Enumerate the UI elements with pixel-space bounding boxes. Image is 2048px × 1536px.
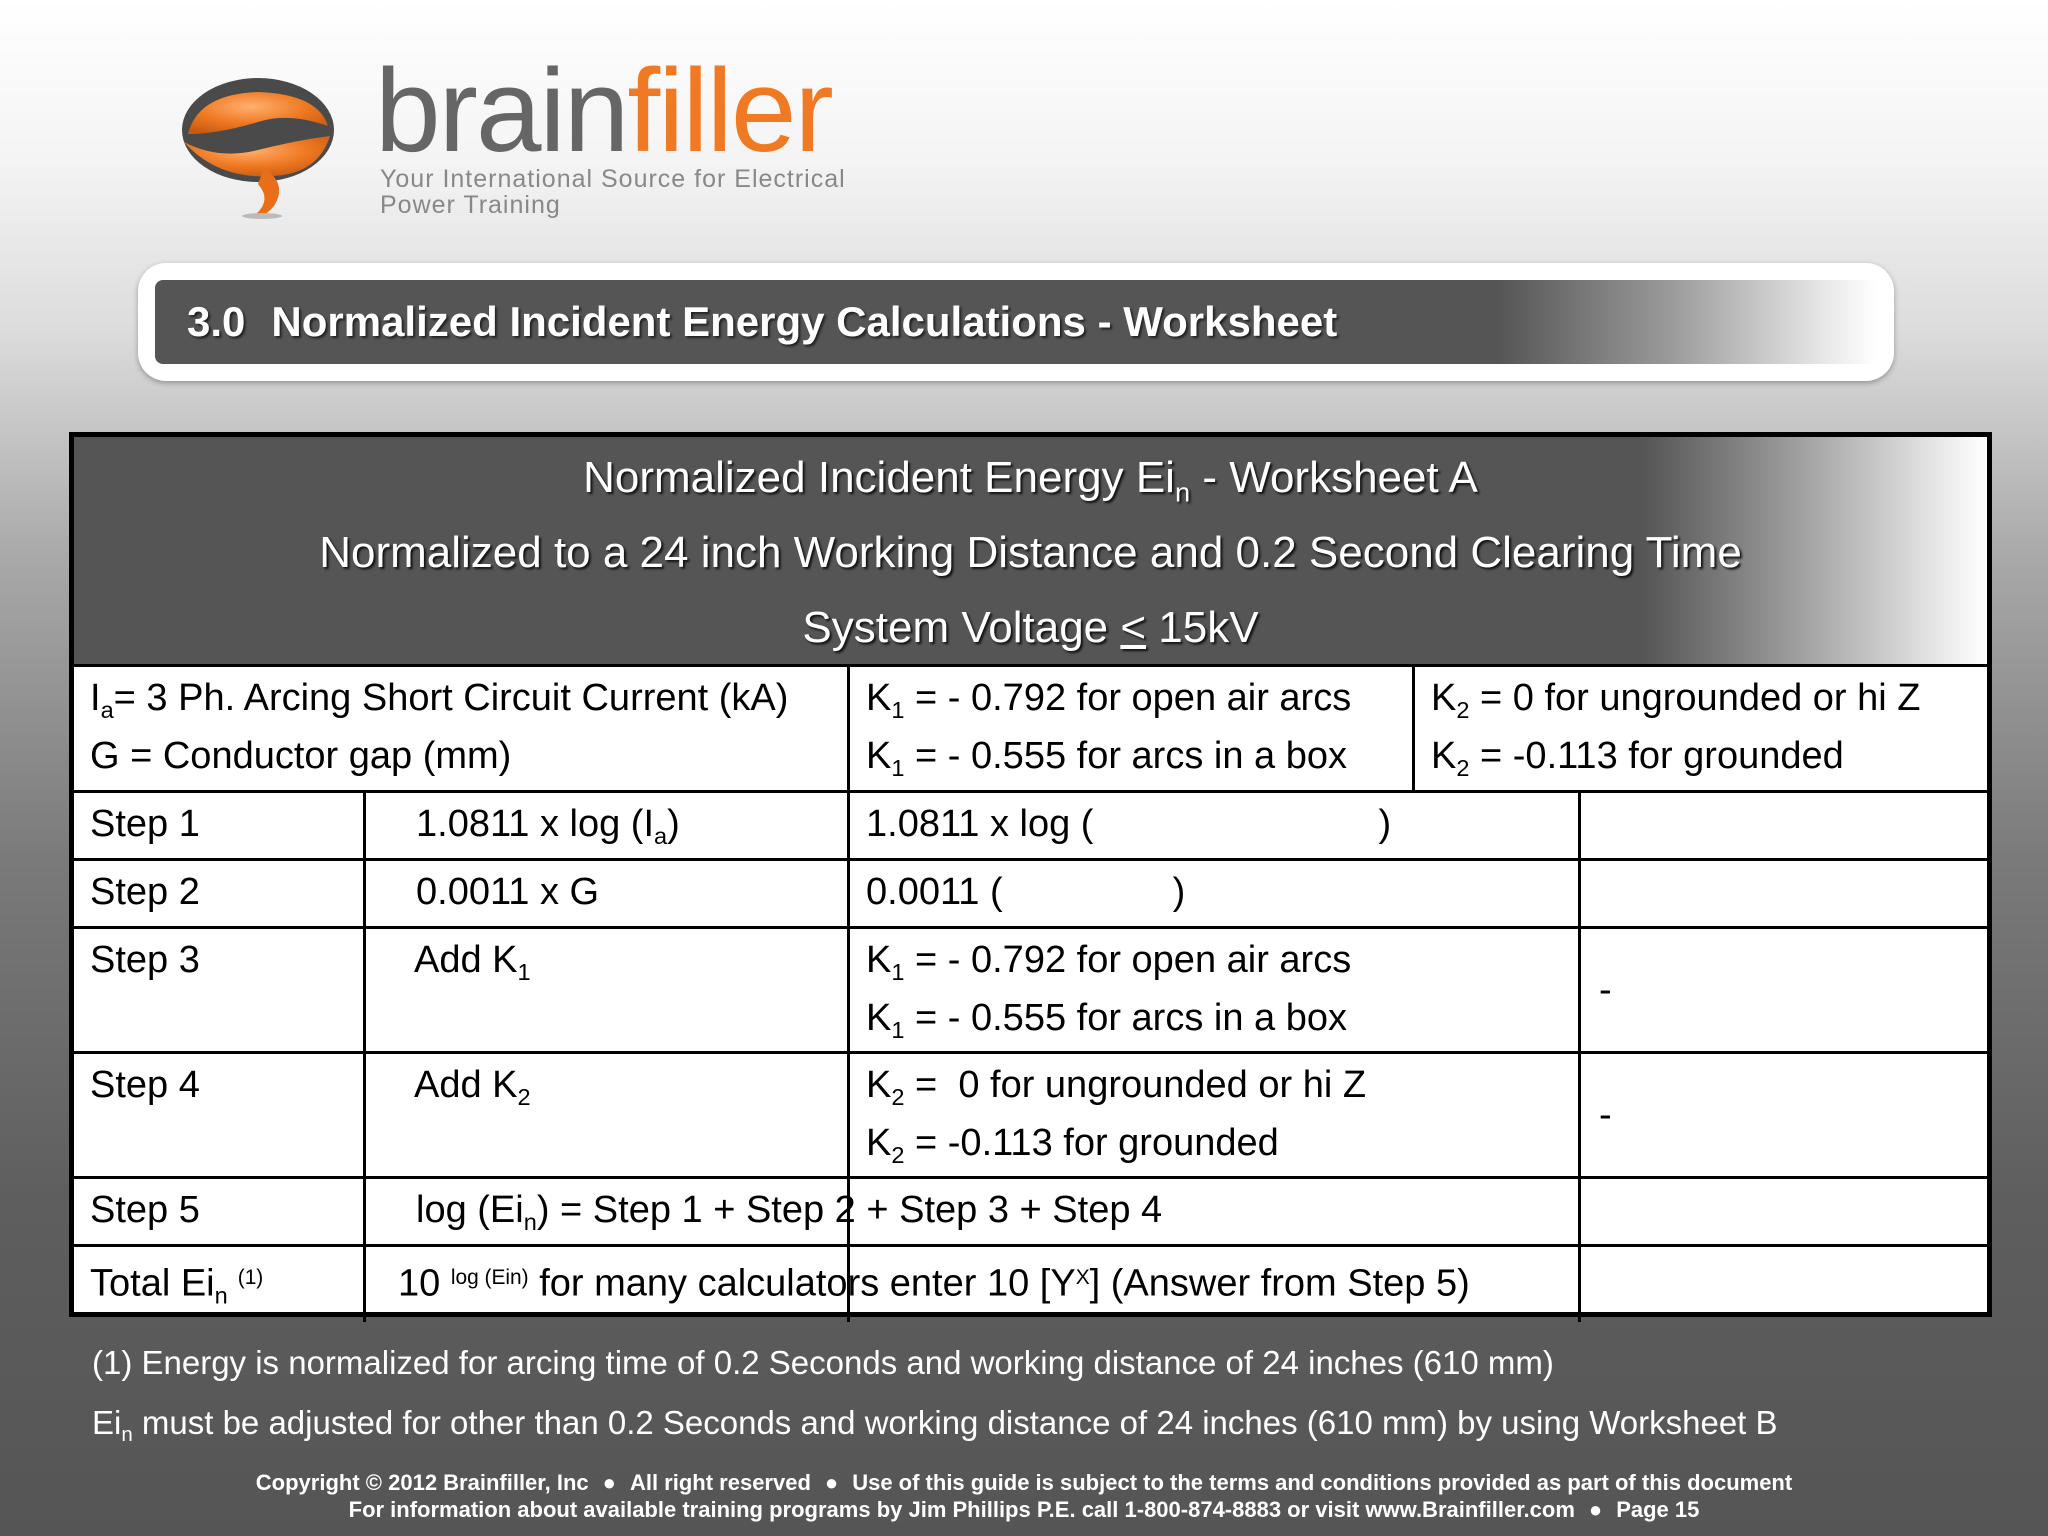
total-label-pre: Total Ei [90,1262,215,1305]
total-label-sub: n [214,1282,228,1309]
step1-label [74,795,363,853]
k-sub: 1 [891,697,905,724]
step3-label [74,931,363,989]
step2-formula [366,863,847,921]
step4-option2: = -0.113 for grounded [904,1122,1279,1164]
ia-definition [90,669,847,727]
footer-line-2 [0,1497,2048,1523]
footnote-2-sub: n [121,1423,133,1447]
step5-label [74,1181,363,1239]
worksheet-title-sub: n [1174,476,1191,508]
section-title-bar [155,280,1877,364]
footnote-1: (1) Energy is normalized for arcing time of 0.2 Seconds and working distance of 24 inches (610 mm) [92,1344,1554,1381]
definitions-cell-k1 [850,669,1412,785]
k1-open-definition [866,669,1412,727]
step2-entry-close: ) [1172,871,1186,913]
k-symbol: K [1431,735,1457,777]
bullet-icon: ● [1588,1497,1603,1522]
step3-formula-text: Add K [414,939,518,981]
voltage-prefix: System Voltage [802,603,1121,652]
footer-info[interactable]: For information about available training programs by Jim Phillips P.E. call 1-800-874-8883 or visit www.Brainfiller.com [348,1497,1575,1522]
step4-option1: = 0 for ungrounded or hi Z [904,1064,1367,1106]
k-sub: 2 [891,1084,905,1111]
total-text-sup: X [1075,1266,1090,1289]
step3-option1: = - 0.792 for open air arcs [904,939,1352,981]
section-number: 3.0 [187,298,246,345]
k2-grounded-definition [1431,727,1987,785]
k-symbol: K [1431,677,1457,719]
total-label [74,1249,363,1307]
worksheet-subtitle: Normalized to a 24 inch Working Distance and 0.2 Second Clearing Time [319,528,1742,577]
brand-name [375,45,832,177]
k1-box-definition [866,727,1412,785]
step2-label [74,863,363,921]
g-definition: G = Conductor gap (mm) [90,735,512,777]
worksheet-header [74,437,1987,667]
k-symbol: K [866,677,892,719]
bullet-icon: ● [602,1470,616,1495]
k-sub: 2 [1456,755,1470,782]
step3-label-text: Step 3 [90,939,200,981]
step1-entry-text: 1.0811 x log ( [866,803,1094,845]
brand-name-part2: filler [627,45,832,177]
step1-entry [850,795,1578,853]
footer-terms: Use of this guide is subject to the terms and conditions provided as part of this document [852,1470,1793,1495]
ia-text: = 3 Ph. Arcing Short Circuit Current (kA) [113,677,789,719]
step1-entry-close: ) [1378,803,1392,845]
footer-rights: All right reserved [629,1470,811,1495]
total-formula [366,1249,1578,1307]
step5-result[interactable] [1581,1179,1987,1244]
ia-symbol: I [90,677,101,719]
step3-options [850,931,1578,1047]
k-sub: 1 [891,1017,905,1044]
footer-copyright: Copyright © 2012 Brainfiller, Inc [255,1470,589,1495]
footer-line-1 [0,1470,2048,1496]
step4-result-sign: - [1599,1094,1612,1136]
step3-result-sign: - [1599,969,1612,1011]
step4-label [74,1056,363,1114]
step2-formula-text: 0.0011 x G [416,871,600,913]
step5-formula-pre: log (Ei [416,1189,524,1231]
footnote-2-post: must be adjusted for other than 0.2 Seconds and working distance of 24 inches (610 mm) by using Worksheet B [132,1404,1778,1441]
step4-options [850,1056,1578,1172]
k-sub: 1 [891,755,905,782]
step2-entry-text: 0.0011 ( [866,871,1003,913]
worksheet-table [69,432,1992,1317]
k2-ungrounded-text: = 0 for ungrounded or hi Z [1469,677,1921,719]
step3-option2: = - 0.555 for arcs in a box [904,997,1347,1039]
step1-result[interactable] [1581,793,1987,858]
k-sub: 2 [1456,697,1470,724]
step4-label-text: Step 4 [90,1064,200,1106]
step1-formula-pre: 1.0811 x log (I [416,803,655,845]
step3-formula-sub: 1 [517,959,531,986]
step2-result[interactable] [1581,861,1987,926]
worksheet-title-main: Normalized Incident Energy Ei [583,453,1175,502]
worksheet-title-rest: - Worksheet A [1190,453,1478,502]
step4-formula-text: Add K [414,1064,518,1106]
step5-label-text: Step 5 [90,1189,200,1231]
voltage-value: 15kV [1146,603,1259,652]
k-symbol: K [866,1064,892,1106]
definitions-cell-ia-g [74,669,847,785]
footnote-2 [92,1404,1778,1447]
step1-formula [366,795,847,853]
step1-label-text: Step 1 [90,803,200,845]
k-symbol: K [866,997,892,1039]
k-symbol: K [866,939,892,981]
step4-formula [366,1056,847,1114]
step1-formula-sub: a [654,823,668,850]
worksheet-title [74,440,1987,515]
footnote-2-pre: Ei [92,1404,122,1441]
step4-formula-sub: 2 [517,1084,531,1111]
k-sub: 1 [891,959,905,986]
step2-label-text: Step 2 [90,871,200,913]
section-title: Normalized Incident Energy Calculations - Worksheet [271,298,1338,345]
definitions-cell-k2 [1415,669,1987,785]
bullet-icon: ● [824,1470,839,1495]
k-symbol: K [866,1122,892,1164]
ia-sub: a [100,697,114,724]
k2-ungrounded-definition [1431,669,1987,727]
total-result[interactable] [1581,1247,1987,1317]
brand-name-part1: brain [375,45,628,177]
step3-result[interactable] [1581,929,1987,1051]
total-label-footnote: (1) [237,1266,264,1289]
step1-formula-post: ) [667,803,680,845]
k1-open-text: = - 0.792 for open air arcs [904,677,1352,719]
brand-tagline: Your International Source for Electrical Power Training [380,165,846,220]
step4-result[interactable] [1581,1054,1987,1176]
step3-formula [366,931,847,989]
k1-box-text: = - 0.555 for arcs in a box [904,735,1347,777]
total-text-post: ] (Answer from Step 5) [1089,1262,1470,1305]
k-sub: 2 [891,1142,905,1169]
section-banner [138,263,1894,381]
total-text: for many calculators enter 10 [Y [539,1262,1076,1305]
k-symbol: K [866,735,892,777]
voltage-symbol: < [1120,603,1147,652]
k2-grounded-text: = -0.113 for grounded [1469,735,1844,777]
worksheet-voltage [74,590,1987,665]
step5-formula-post: ) = Step 1 + Step 2 + Step 3 + Step 4 [536,1189,1163,1231]
brainfiller-logo-icon [178,64,338,224]
total-exponent: log (Ein) [450,1266,529,1289]
page-number: Page 15 [1616,1497,1700,1522]
total-base: 10 [398,1262,441,1305]
step2-entry [850,863,1578,921]
step5-formula [366,1181,1578,1239]
step5-formula-sub: n [523,1209,537,1236]
